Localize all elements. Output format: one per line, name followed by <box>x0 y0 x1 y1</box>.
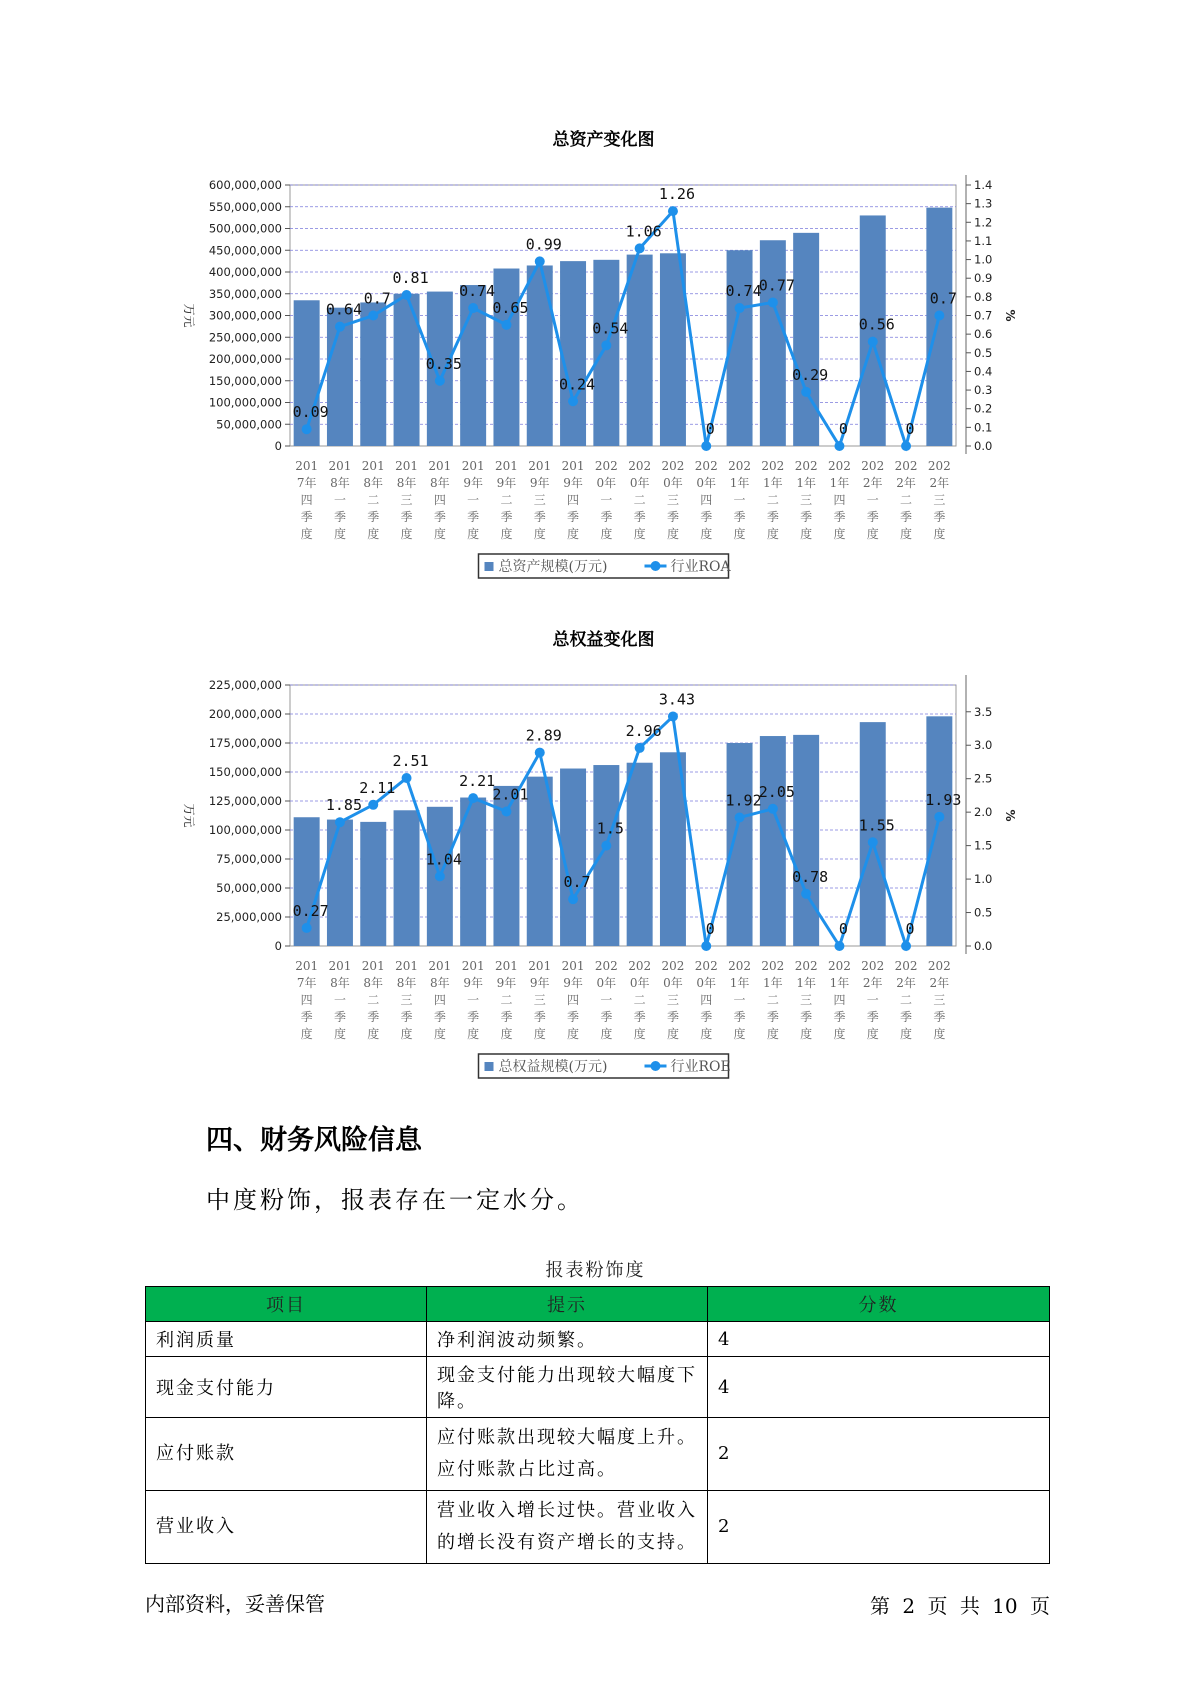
data-label: 2.05 <box>758 782 795 801</box>
legend-bar-label: 总权益规模(万元) <box>498 1059 608 1075</box>
header-hint: 提示 <box>427 1287 708 1322</box>
line-point <box>302 923 312 933</box>
bar <box>760 240 786 446</box>
line-point <box>402 290 412 300</box>
y2-tick-label: 0.2 <box>974 401 993 416</box>
line-point <box>335 322 345 332</box>
data-label: 0.7 <box>929 289 957 308</box>
data-label: 2.51 <box>392 752 429 771</box>
line-point <box>535 748 545 758</box>
line-point <box>501 806 511 816</box>
x-tick-label: 201 9年二季度 <box>494 459 518 541</box>
data-label: 1.5 <box>596 819 624 838</box>
x-tick-label: 201 8年一季度 <box>328 959 352 1041</box>
line-point <box>535 256 545 266</box>
data-label: 0.74 <box>459 282 496 301</box>
bar <box>493 269 519 446</box>
data-label: 0.64 <box>325 300 363 319</box>
data-label: 0.56 <box>858 315 895 334</box>
whitewash-table <box>145 1286 1050 1564</box>
x-tick-label: 201 8年一季度 <box>328 459 352 541</box>
x-tick-label: 201 7年四季度 <box>295 459 319 541</box>
line-point <box>302 424 312 434</box>
row-hint: 营业收入增长过快。营业收入的增长没有资产增长的支持。 <box>427 1491 708 1564</box>
x-tick-label: 201 8年三季度 <box>395 459 419 541</box>
total-assets-chart <box>0 130 1191 590</box>
x-tick-label: 201 8年二季度 <box>361 959 385 1041</box>
legend-line-label: 行业ROA <box>670 559 731 575</box>
table-row <box>146 1491 1050 1564</box>
line-point <box>468 793 478 803</box>
y-tick-label: 50,000,000 <box>216 881 282 895</box>
y2-tick-label: 0.6 <box>974 327 993 342</box>
line-point <box>701 441 711 451</box>
x-tick-label: 202 2年一季度 <box>861 459 885 541</box>
legend-line-label: 行业ROE <box>670 1059 731 1075</box>
y-axis-title: 万元 <box>182 303 196 328</box>
line-point <box>735 813 745 823</box>
x-tick-label: 202 1年一季度 <box>728 959 752 1041</box>
x-tick-label: 202 2年三季度 <box>927 459 951 541</box>
table-row <box>146 1418 1050 1491</box>
data-label: 2.01 <box>492 785 529 804</box>
row-score: 2 <box>708 1418 1050 1491</box>
row-item: 现金支付能力 <box>146 1357 427 1418</box>
y-tick-label: 125,000,000 <box>208 794 282 808</box>
x-tick-label: 201 8年三季度 <box>395 959 419 1041</box>
y2-tick-label: 1.1 <box>974 233 993 248</box>
plot-frame <box>290 685 956 946</box>
line-point <box>568 894 578 904</box>
data-label: 0.81 <box>392 268 429 287</box>
line-point <box>701 941 711 951</box>
data-label: 2.11 <box>359 778 396 797</box>
y2-tick-label: 0.9 <box>974 271 993 286</box>
chart-title: 总权益变化图 <box>552 630 655 650</box>
legend-bar-swatch <box>485 1062 494 1071</box>
y2-tick-label: 0.7 <box>974 308 993 323</box>
y-tick-label: 600,000,000 <box>208 178 282 192</box>
table-row <box>146 1357 1050 1418</box>
y2-tick-label: 0.5 <box>974 905 993 920</box>
bar <box>294 300 320 446</box>
line-point <box>568 396 578 406</box>
data-label: 2.89 <box>525 726 562 745</box>
x-tick-label: 202 0年二季度 <box>628 959 652 1041</box>
y2-tick-label: 0.3 <box>974 383 993 398</box>
bar <box>360 822 386 946</box>
chart-title: 总资产变化图 <box>552 130 655 150</box>
legend-bar-swatch <box>485 562 494 571</box>
row-hint: 现金支付能力出现较大幅度下降。 <box>427 1357 708 1418</box>
y-tick-label: 200,000,000 <box>208 707 282 721</box>
y-tick-label: 100,000,000 <box>208 395 282 410</box>
x-tick-label: 201 9年三季度 <box>528 459 552 541</box>
bar <box>793 735 819 946</box>
line-point <box>601 841 611 851</box>
y-tick-label: 225,000,000 <box>208 678 282 692</box>
line-point <box>834 941 844 951</box>
data-label: 1.55 <box>858 816 895 835</box>
row-hint: 应付账款出现较大幅度上升。应付账款占比过高。 <box>427 1418 708 1491</box>
line-point <box>868 337 878 347</box>
y-tick-label: 175,000,000 <box>208 736 282 750</box>
x-tick-label: 202 2年三季度 <box>927 959 951 1041</box>
x-tick-label: 201 8年四季度 <box>428 459 452 541</box>
table-caption: 报表粉饰度 <box>545 1260 646 1281</box>
y-tick-label: 500,000,000 <box>208 221 282 236</box>
row-score: 4 <box>708 1357 1050 1418</box>
x-tick-label: 202 1年二季度 <box>761 459 785 541</box>
x-tick-label: 202 1年四季度 <box>827 959 851 1041</box>
row-hint: 净利润波动频繁。 <box>427 1322 708 1357</box>
data-label: 1.04 <box>425 850 462 869</box>
y2-tick-label: 0.1 <box>974 420 993 435</box>
legend-line-marker <box>651 561 661 571</box>
x-tick-label: 201 9年一季度 <box>461 459 485 541</box>
data-label: 0.54 <box>592 319 629 338</box>
y2-tick-label: 1.4 <box>974 178 993 192</box>
line-point <box>335 817 345 827</box>
section-heading: 四、财务风险信息 <box>206 1125 422 1156</box>
x-tick-label: 202 0年四季度 <box>694 459 718 541</box>
bar <box>593 260 619 446</box>
y-tick-label: 50,000,000 <box>216 417 282 432</box>
y2-tick-label: 0.4 <box>974 364 993 379</box>
line-point <box>601 340 611 350</box>
bar <box>793 233 819 446</box>
legend-bar-label: 总资产规模(万元) <box>498 559 608 575</box>
x-tick-label: 201 9年三季度 <box>528 959 552 1041</box>
header-item: 项目 <box>146 1287 427 1322</box>
line-point <box>901 441 911 451</box>
line-point <box>368 800 378 810</box>
y-tick-label: 150,000,000 <box>208 373 282 388</box>
row-item: 营业收入 <box>146 1491 427 1564</box>
data-label: 0 <box>905 420 915 438</box>
line-point <box>435 376 445 386</box>
x-tick-label: 202 2年二季度 <box>894 459 918 541</box>
data-label: 0.09 <box>292 403 329 422</box>
row-score: 2 <box>708 1491 1050 1564</box>
data-label: 0 <box>905 920 915 938</box>
y-axis-title: 万元 <box>182 803 196 828</box>
chart-svg <box>0 630 1191 1090</box>
y-tick-label: 350,000,000 <box>208 286 282 301</box>
y-tick-label: 75,000,000 <box>216 852 282 866</box>
data-label: 0 <box>705 920 715 938</box>
bar <box>327 820 353 946</box>
data-label: 1.93 <box>925 790 962 809</box>
footer-page-number: 第 2 页 共 10 页 <box>870 1594 1050 1618</box>
y2-tick-label: 1.3 <box>974 196 993 211</box>
y2-tick-label: 0.5 <box>974 345 993 360</box>
line-point <box>801 387 811 397</box>
x-tick-label: 202 0年二季度 <box>628 459 652 541</box>
y-tick-label: 25,000,000 <box>216 910 282 924</box>
bar <box>926 208 952 446</box>
x-tick-label: 202 0年一季度 <box>594 959 618 1041</box>
x-tick-label: 201 9年四季度 <box>561 459 585 541</box>
data-label: 0 <box>838 920 848 938</box>
y2-tick-label: 0.0 <box>974 939 993 953</box>
data-label: 0.74 <box>725 282 762 301</box>
x-tick-label: 202 2年一季度 <box>861 959 885 1041</box>
x-tick-label: 202 1年四季度 <box>827 459 851 541</box>
line-point <box>901 941 911 951</box>
line-point <box>934 812 944 822</box>
x-tick-label: 202 0年三季度 <box>661 959 685 1041</box>
data-label: 2.96 <box>625 721 662 740</box>
line-point <box>635 243 645 253</box>
row-score: 4 <box>708 1322 1050 1357</box>
y2-tick-label: 1.2 <box>974 215 993 230</box>
line-point <box>768 297 778 307</box>
data-label: 1.92 <box>725 791 762 810</box>
row-item: 应付账款 <box>146 1418 427 1491</box>
line-point <box>468 303 478 313</box>
y-tick-label: 0 <box>274 939 282 953</box>
y2-tick-label: 2.0 <box>974 805 993 820</box>
row-item: 利润质量 <box>146 1322 427 1357</box>
data-label: 0.99 <box>525 235 562 254</box>
legend-line-marker <box>651 1061 661 1071</box>
x-tick-label: 202 0年四季度 <box>694 959 718 1041</box>
line-point <box>768 804 778 814</box>
line-point <box>635 743 645 753</box>
y-tick-label: 250,000,000 <box>208 330 282 345</box>
line-point <box>501 320 511 330</box>
data-label: 0.65 <box>492 298 529 317</box>
data-label: 0.77 <box>758 276 795 295</box>
y-tick-label: 300,000,000 <box>208 308 282 323</box>
x-tick-label: 201 9年四季度 <box>561 959 585 1041</box>
x-tick-label: 202 1年三季度 <box>794 959 818 1041</box>
bar <box>527 265 553 446</box>
data-label: 0.27 <box>292 901 329 920</box>
bar <box>627 763 653 946</box>
y-tick-label: 200,000,000 <box>208 352 282 366</box>
footer-confidential: 内部资料，妥善保管 <box>145 1592 325 1616</box>
bar <box>593 765 619 946</box>
data-label: 0 <box>705 420 715 438</box>
line-point <box>668 711 678 721</box>
chart-svg <box>0 130 1191 590</box>
x-tick-label: 202 1年二季度 <box>761 959 785 1041</box>
line-point <box>368 311 378 321</box>
data-label: 0.35 <box>425 354 462 373</box>
table-header-row <box>146 1287 1050 1322</box>
risk-summary-text: 中度粉饰，报表存在一定水分。 <box>206 1186 584 1214</box>
y-tick-label: 450,000,000 <box>208 243 282 258</box>
line-point <box>834 441 844 451</box>
data-label: 3.43 <box>658 690 696 709</box>
y2-tick-label: 3.0 <box>974 738 993 753</box>
y2-axis-title: % <box>1003 309 1017 322</box>
bar <box>627 255 653 446</box>
y2-tick-label: 0.8 <box>974 289 993 304</box>
bar <box>560 261 586 446</box>
header-score: 分数 <box>708 1287 1050 1322</box>
data-label: 2.21 <box>459 772 496 791</box>
y-tick-label: 100,000,000 <box>208 823 282 837</box>
line-point <box>402 773 412 783</box>
y-tick-label: 400,000,000 <box>208 265 282 279</box>
data-label: 0.7 <box>363 289 391 308</box>
bar <box>394 810 420 946</box>
bar <box>360 302 386 446</box>
data-label: 0.78 <box>792 867 829 886</box>
data-label: 0 <box>838 420 848 438</box>
bar <box>926 716 952 946</box>
y-tick-label: 0 <box>274 439 282 453</box>
y2-tick-label: 0.0 <box>974 439 993 453</box>
x-tick-label: 201 9年一季度 <box>461 959 485 1041</box>
data-label: 0.29 <box>792 365 829 384</box>
data-label: 1.26 <box>658 185 696 204</box>
x-tick-label: 202 0年一季度 <box>594 459 618 541</box>
data-label: 1.85 <box>325 796 363 815</box>
y-tick-label: 150,000,000 <box>208 765 282 779</box>
y2-tick-label: 3.5 <box>974 704 993 719</box>
line-point <box>735 303 745 313</box>
y2-tick-label: 1.0 <box>974 252 993 267</box>
line-point <box>801 889 811 899</box>
x-tick-label: 202 0年三季度 <box>661 459 685 541</box>
data-label: 0.7 <box>563 873 591 892</box>
y2-tick-label: 1.0 <box>974 872 993 887</box>
x-tick-label: 201 9年二季度 <box>494 959 518 1041</box>
x-tick-label: 202 1年三季度 <box>794 459 818 541</box>
line-point <box>868 837 878 847</box>
x-tick-label: 202 2年二季度 <box>894 959 918 1041</box>
bar <box>727 743 753 946</box>
x-tick-label: 201 8年四季度 <box>428 959 452 1041</box>
total-equity-chart <box>0 630 1191 1090</box>
y2-tick-label: 2.5 <box>974 771 993 786</box>
y2-tick-label: 1.5 <box>974 838 993 853</box>
line-point <box>435 871 445 881</box>
line-point <box>668 206 678 216</box>
y2-axis-title: % <box>1003 809 1017 822</box>
x-tick-label: 201 8年二季度 <box>361 459 385 541</box>
x-tick-label: 202 1年一季度 <box>728 459 752 541</box>
data-label: 1.06 <box>625 222 662 241</box>
x-tick-label: 201 7年四季度 <box>295 959 319 1041</box>
table-row <box>146 1322 1050 1357</box>
line-point <box>934 311 944 321</box>
y-tick-label: 550,000,000 <box>208 199 282 214</box>
bar <box>527 777 553 946</box>
bar <box>760 736 786 946</box>
data-label: 0.24 <box>558 375 596 394</box>
